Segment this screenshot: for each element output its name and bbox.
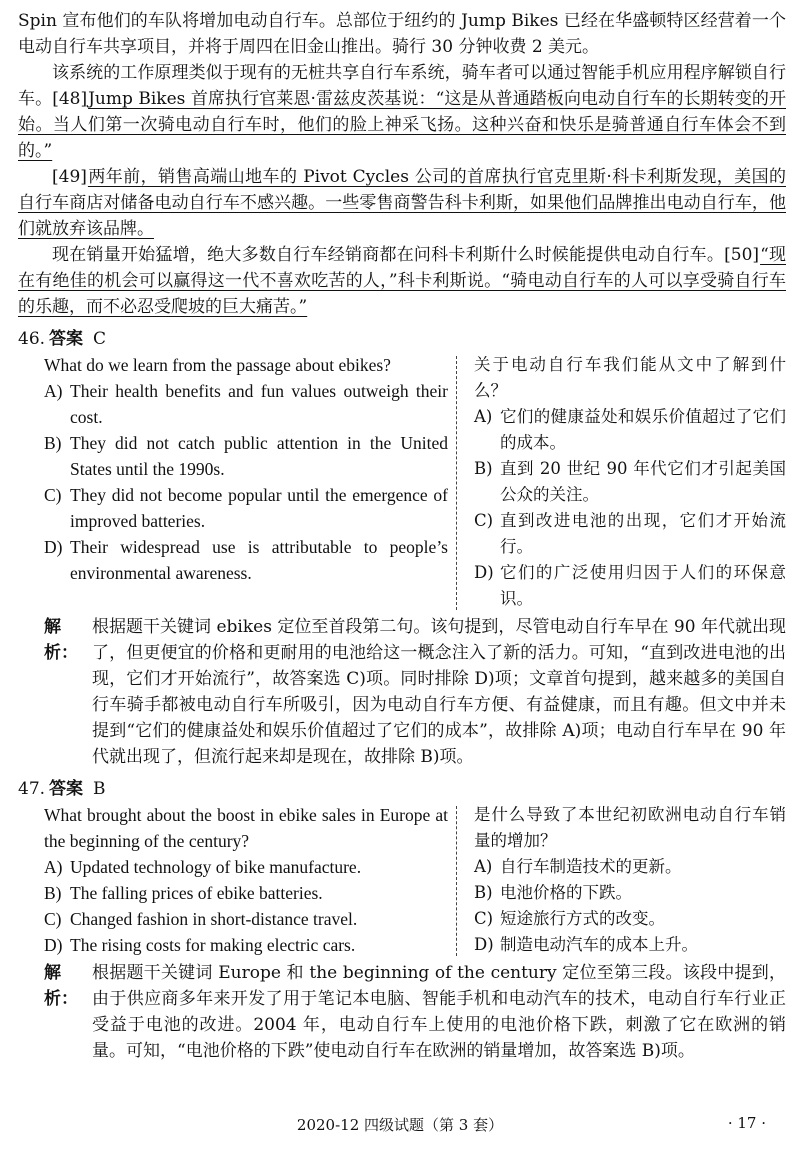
option-a-zh	[474, 404, 786, 456]
question-47-header	[18, 776, 786, 802]
option-text: 它们的健康益处和娱乐价值超过了它们的成本。	[500, 407, 786, 452]
option-text: 直到 20 世纪 90 年代它们才引起美国公众的关注。	[500, 459, 786, 504]
option-key: C)	[44, 909, 62, 929]
option-text: Changed fashion in short-distance travel.	[70, 909, 358, 929]
analysis-label: 解析：	[44, 617, 78, 663]
option-d-zh	[474, 560, 786, 612]
question-47-analysis	[44, 960, 786, 1064]
option-key: B)	[474, 883, 493, 902]
option-c-zh	[474, 508, 786, 560]
page-number: · 17 ·	[727, 1114, 766, 1132]
option-a-en	[44, 854, 448, 880]
option-b-en	[44, 880, 448, 906]
question-number: 47.	[18, 779, 46, 799]
option-text: 它们的广泛使用归因于人们的环保意识。	[500, 563, 786, 608]
option-text: 自行车制造技术的更新。	[500, 857, 682, 876]
option-key: C)	[474, 511, 494, 530]
question-46-chinese	[466, 352, 786, 612]
option-key: D)	[44, 935, 63, 955]
question-number: 46.	[18, 329, 46, 349]
option-text: Their widespread use is attributable to people’s environmental awareness.	[70, 537, 448, 583]
underlined-sentence-50: “现在有绝佳的机会可以赢得这一代不喜欢吃苦的人，”科卡利斯说。“骑电动自行车的人可以享受骑自行车的乐趣，而不必忍受爬坡的巨大痛苦。”	[18, 245, 786, 317]
option-a-en	[44, 378, 448, 430]
question-46-header	[18, 326, 786, 352]
option-b-en	[44, 430, 448, 482]
option-c-zh	[474, 906, 786, 932]
option-key: A)	[474, 857, 493, 876]
question-47-chinese	[466, 802, 786, 958]
option-text: Updated technology of bike manufacture.	[70, 857, 362, 877]
option-d-zh	[474, 932, 786, 958]
column-divider	[456, 356, 466, 610]
paragraph-3	[18, 164, 786, 242]
question-46-analysis	[44, 614, 786, 770]
option-key: C)	[474, 909, 494, 928]
option-text: The rising costs for making electric cars.	[70, 935, 356, 955]
paragraph-2-lead: 该系统的工作原理类似于现有的无桩共享自行车系统，骑车者可以通过智能手机应用程序解锁自行车。	[18, 63, 786, 109]
option-key: D)	[44, 537, 63, 557]
option-b-zh	[474, 880, 786, 906]
question-46-english	[44, 352, 456, 612]
stem-zh: 是什么导致了本世纪初欧洲电动自行车销量的增加？	[474, 805, 786, 850]
paragraph-2	[18, 60, 786, 164]
option-key: D)	[474, 563, 494, 582]
option-key: A)	[44, 857, 63, 877]
option-key: D)	[474, 935, 494, 954]
option-text: 直到改进电池的出现，它们才开始流行。	[500, 511, 786, 556]
option-c-en	[44, 482, 448, 534]
option-key: C)	[44, 485, 62, 505]
underlined-sentence-48: Jump Bikes 首席执行官莱恩·雷兹皮茨基说：“这是从普通踏板向电动自行车的长期转变的开始。当人们第一次骑电动自行车时，他们的脸上神采飞扬。这种兴奋和快乐是骑普通自行车体会不到的。”	[18, 89, 787, 161]
paragraph-1: Spin 宣布他们的车队将增加电动自行车。总部位于纽约的 Jump Bikes 已经在华盛顿特区经营着一个电动自行车共享项目，并将于周四在旧金山推出。骑行 30 分钟收费 2 美元。	[18, 11, 786, 57]
ref-50: [50]	[724, 245, 760, 265]
stem-en: What do we learn from the passage about ebikes?	[44, 355, 391, 375]
option-text: They did not become popular until the emergence of improved batteries.	[70, 485, 448, 531]
stem-zh: 关于电动自行车我们能从文中了解到什么？	[474, 355, 786, 400]
passage-translation	[18, 8, 786, 320]
option-key: B)	[44, 883, 62, 903]
option-text: 短途旅行方式的改变。	[500, 909, 665, 928]
option-key: B)	[44, 433, 62, 453]
option-d-en	[44, 534, 448, 586]
option-d-en	[44, 932, 448, 958]
option-text: Their health benefits and fun values outweigh their cost.	[70, 381, 448, 427]
underlined-sentence-49: 两年前，销售高端山地车的 Pivot Cycles 公司的首席执行官克里斯·科卡利斯发现，美国的自行车商店对储备电动自行车不感兴趣。一些零售商警告科卡利斯，如果他们品牌推出电动自行车，他们就放弃该品牌。	[18, 167, 786, 239]
option-key: A)	[44, 381, 63, 401]
option-text: 电池价格的下跌。	[500, 883, 632, 902]
option-b-zh	[474, 456, 786, 508]
paragraph-4-lead: 现在销量开始猛增，绝大多数自行车经销商都在问科卡利斯什么时候能提供电动自行车。	[52, 245, 725, 265]
ref-49: [49]	[52, 167, 87, 187]
option-text: 制造电动汽车的成本上升。	[500, 935, 698, 954]
option-key: B)	[474, 459, 493, 478]
question-47-grid	[44, 802, 786, 958]
footer-title: 2020-12 四级试题（第 3 套）	[296, 1116, 504, 1134]
paragraph-4	[18, 242, 786, 320]
question-47	[18, 776, 786, 1064]
question-46-grid	[44, 352, 786, 612]
question-47-english	[44, 802, 456, 958]
option-c-en	[44, 906, 448, 932]
ref-48: [48]	[52, 89, 88, 109]
option-key: A)	[474, 407, 493, 426]
answer-letter: B	[93, 779, 106, 799]
option-text: They did not catch public attention in the United States until the 1990s.	[70, 433, 448, 479]
option-text: The falling prices of ebike batteries.	[70, 883, 323, 903]
answer-label: 答案	[49, 329, 84, 349]
option-a-zh	[474, 854, 786, 880]
stem-en: What brought about the boost in ebike sales in Europe at the beginning of the century?	[44, 805, 448, 851]
question-46	[18, 326, 786, 770]
column-divider	[456, 806, 466, 956]
answer-letter: C	[93, 329, 107, 349]
analysis-label: 解析：	[44, 963, 78, 1009]
analysis-text: 根据题干关键词 Europe 和 the beginning of the century 定位至第三段。该段中提到，由于供应商多年来开发了用于笔记本电脑、智能手机和电动汽车的技术，电动自行车行业正受益于电池的改进。2004 年，电动自行车上使用的电池价格下跌，刺激了它在欧洲的销量。可知，“电池价格的下跌”使电动自行车在欧洲的销量增加，故答案选 B)项。	[92, 963, 786, 1061]
answer-label: 答案	[49, 779, 84, 799]
analysis-text: 根据题干关键词 ebikes 定位至首段第二句。该句提到，尽管电动自行车早在 90 年代就出现了，但更便宜的价格和更耐用的电池给这一概念注入了新的活力。可知，“直到改进电池的出现，它们才开始流行”，故答案选 C)项。同时排除 D)项；文章首句提到，越来越多的美国自行车骑手都被电动自行车所吸引，因为电动自行车方便、有益健康，而且有趣。但文中并未提到“它们的健康益处和娱乐价值超过了它们的成本”，故排除 A)项；电动自行车早在 90 年代就出现了，但流行起来却是现在，故排除 B)项。	[92, 617, 786, 767]
page	[18, 8, 786, 1064]
